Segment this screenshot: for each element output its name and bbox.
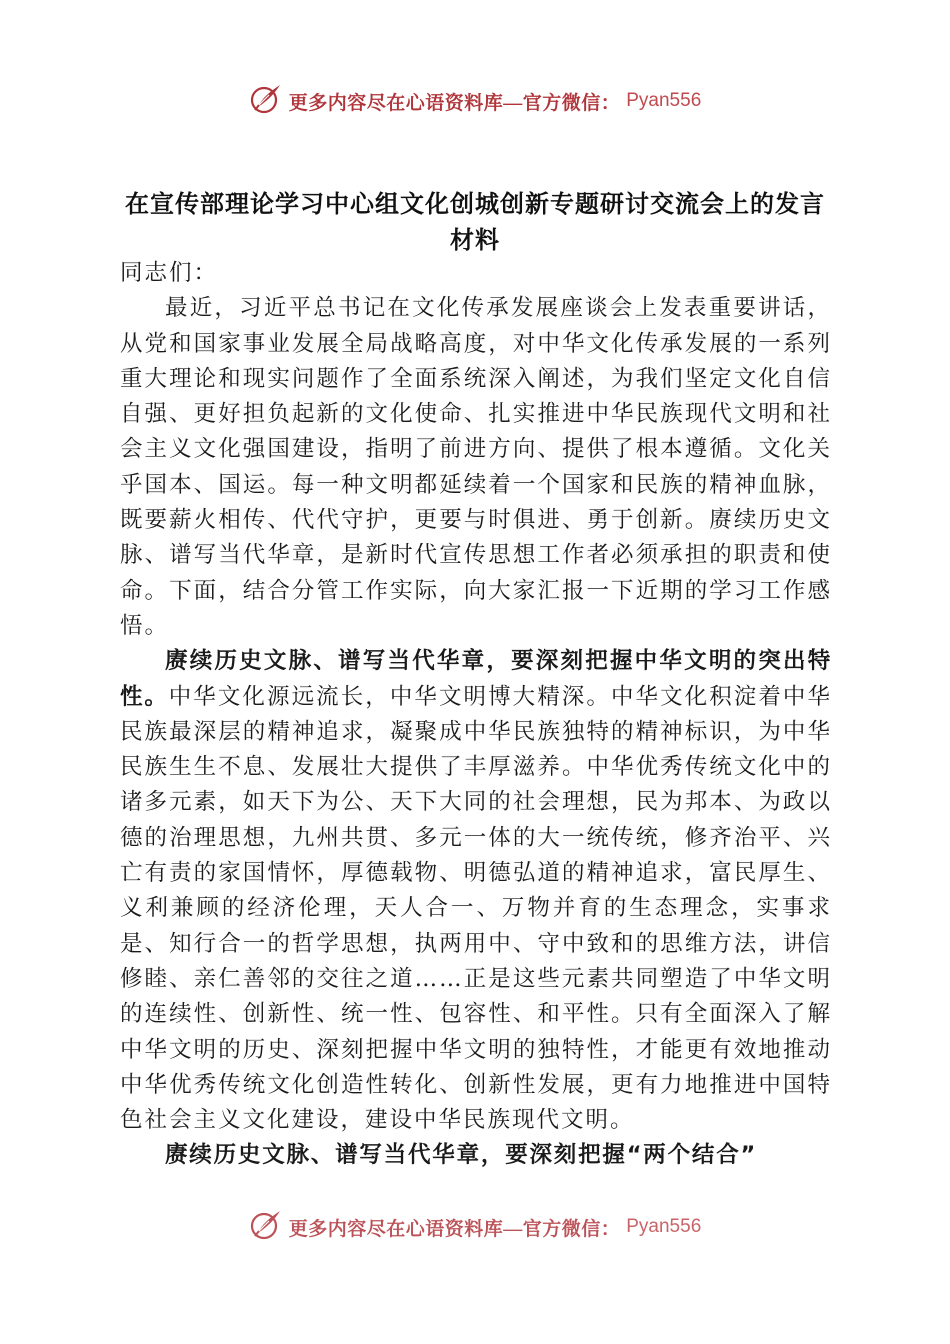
document-title: 在宣传部理论学习中心组文化创城创新专题研讨交流会上的发言材料 <box>125 190 825 254</box>
section-2-heading: 赓续历史文脉、谱写当代华章，要深刻把握“两个结合” <box>165 1142 758 1169</box>
feather-logo-icon <box>249 82 283 120</box>
footer-wechat-id: Pyan556 <box>626 1216 702 1237</box>
section-1-heading: 赓续历史文脉、谱写当代华章，要深刻把握中华文明的突出特性。 <box>120 648 832 710</box>
feather-logo-icon <box>249 1208 283 1246</box>
footer-content <box>249 1208 702 1246</box>
paragraph-intro: 最近，习近平总书记在文化传承发展座谈会上发表重要讲话，从党和国家事业发展全局战略高度，对中华文化传承发展的一系列重大理论和现实问题作了全面系统深入阐述，为我们坚定文化自信自强、更好担负起新的文化使命、扎实推进中华民族现代文明和社会主义文化强国建设，指明了前进方向、提供了根本遵循。文化关乎国本、国运。每一种文明都延续着一个国家和民族的精神血脉，既要薪火相传、代代守护，更要与时俱进、勇于创新。赓续历史文脉、谱写当代华章，是新时代宣传思想工作者必须承担的职责和使命。下面，结合分管工作实际，向大家汇报一下近期的学习工作感悟。 <box>120 295 832 639</box>
header-content <box>249 82 702 120</box>
footer-banner <box>0 1208 950 1246</box>
section-1-body: 中华文化源远流长，中华文明博大精深。中华文化积淀着中华民族最深层的精神追求，凝聚成中华民族独特的精神标识，为中华民族生生不息、发展壮大提供了丰厚滋养。中华优秀传统文化中的诸多元素，如天下为公、天下大同的社会理想，民为邦本、为政以德的治理思想，九州共贯、多元一体的大一统传统，修齐治平、兴亡有责的家国情怀，厚德载物、明德弘道的精神追求，富民厚生、义利兼顾的经济伦理，天人合一、万物并育的生态理念，实事求是、知行合一的哲学思想，执两用中、守中致和的思维方法，讲信修睦、亲仁善邻的交往之道……正是这些元素共同塑造了中华文明的连续性、创新性、统一性、包容性、和平性。只有全面深入了解中华文明的历史、深刻把握中华文明的独特性，才能更有效地推动中华优秀传统文化创造性转化、创新性发展，更有力地推进中国特色社会主义文化建设，建设中华民族现代文明。 <box>120 683 832 1134</box>
header-brand-text: 更多内容尽在心语资料库—官方微信： <box>288 92 621 114</box>
salutation: 同志们： <box>120 260 219 286</box>
document-body <box>120 256 832 1174</box>
paragraph-section-1 <box>120 644 832 1138</box>
footer-brand-text: 更多内容尽在心语资料库—官方微信： <box>288 1218 621 1240</box>
header-banner <box>0 82 950 120</box>
header-wechat-id: Pyan556 <box>626 90 702 111</box>
